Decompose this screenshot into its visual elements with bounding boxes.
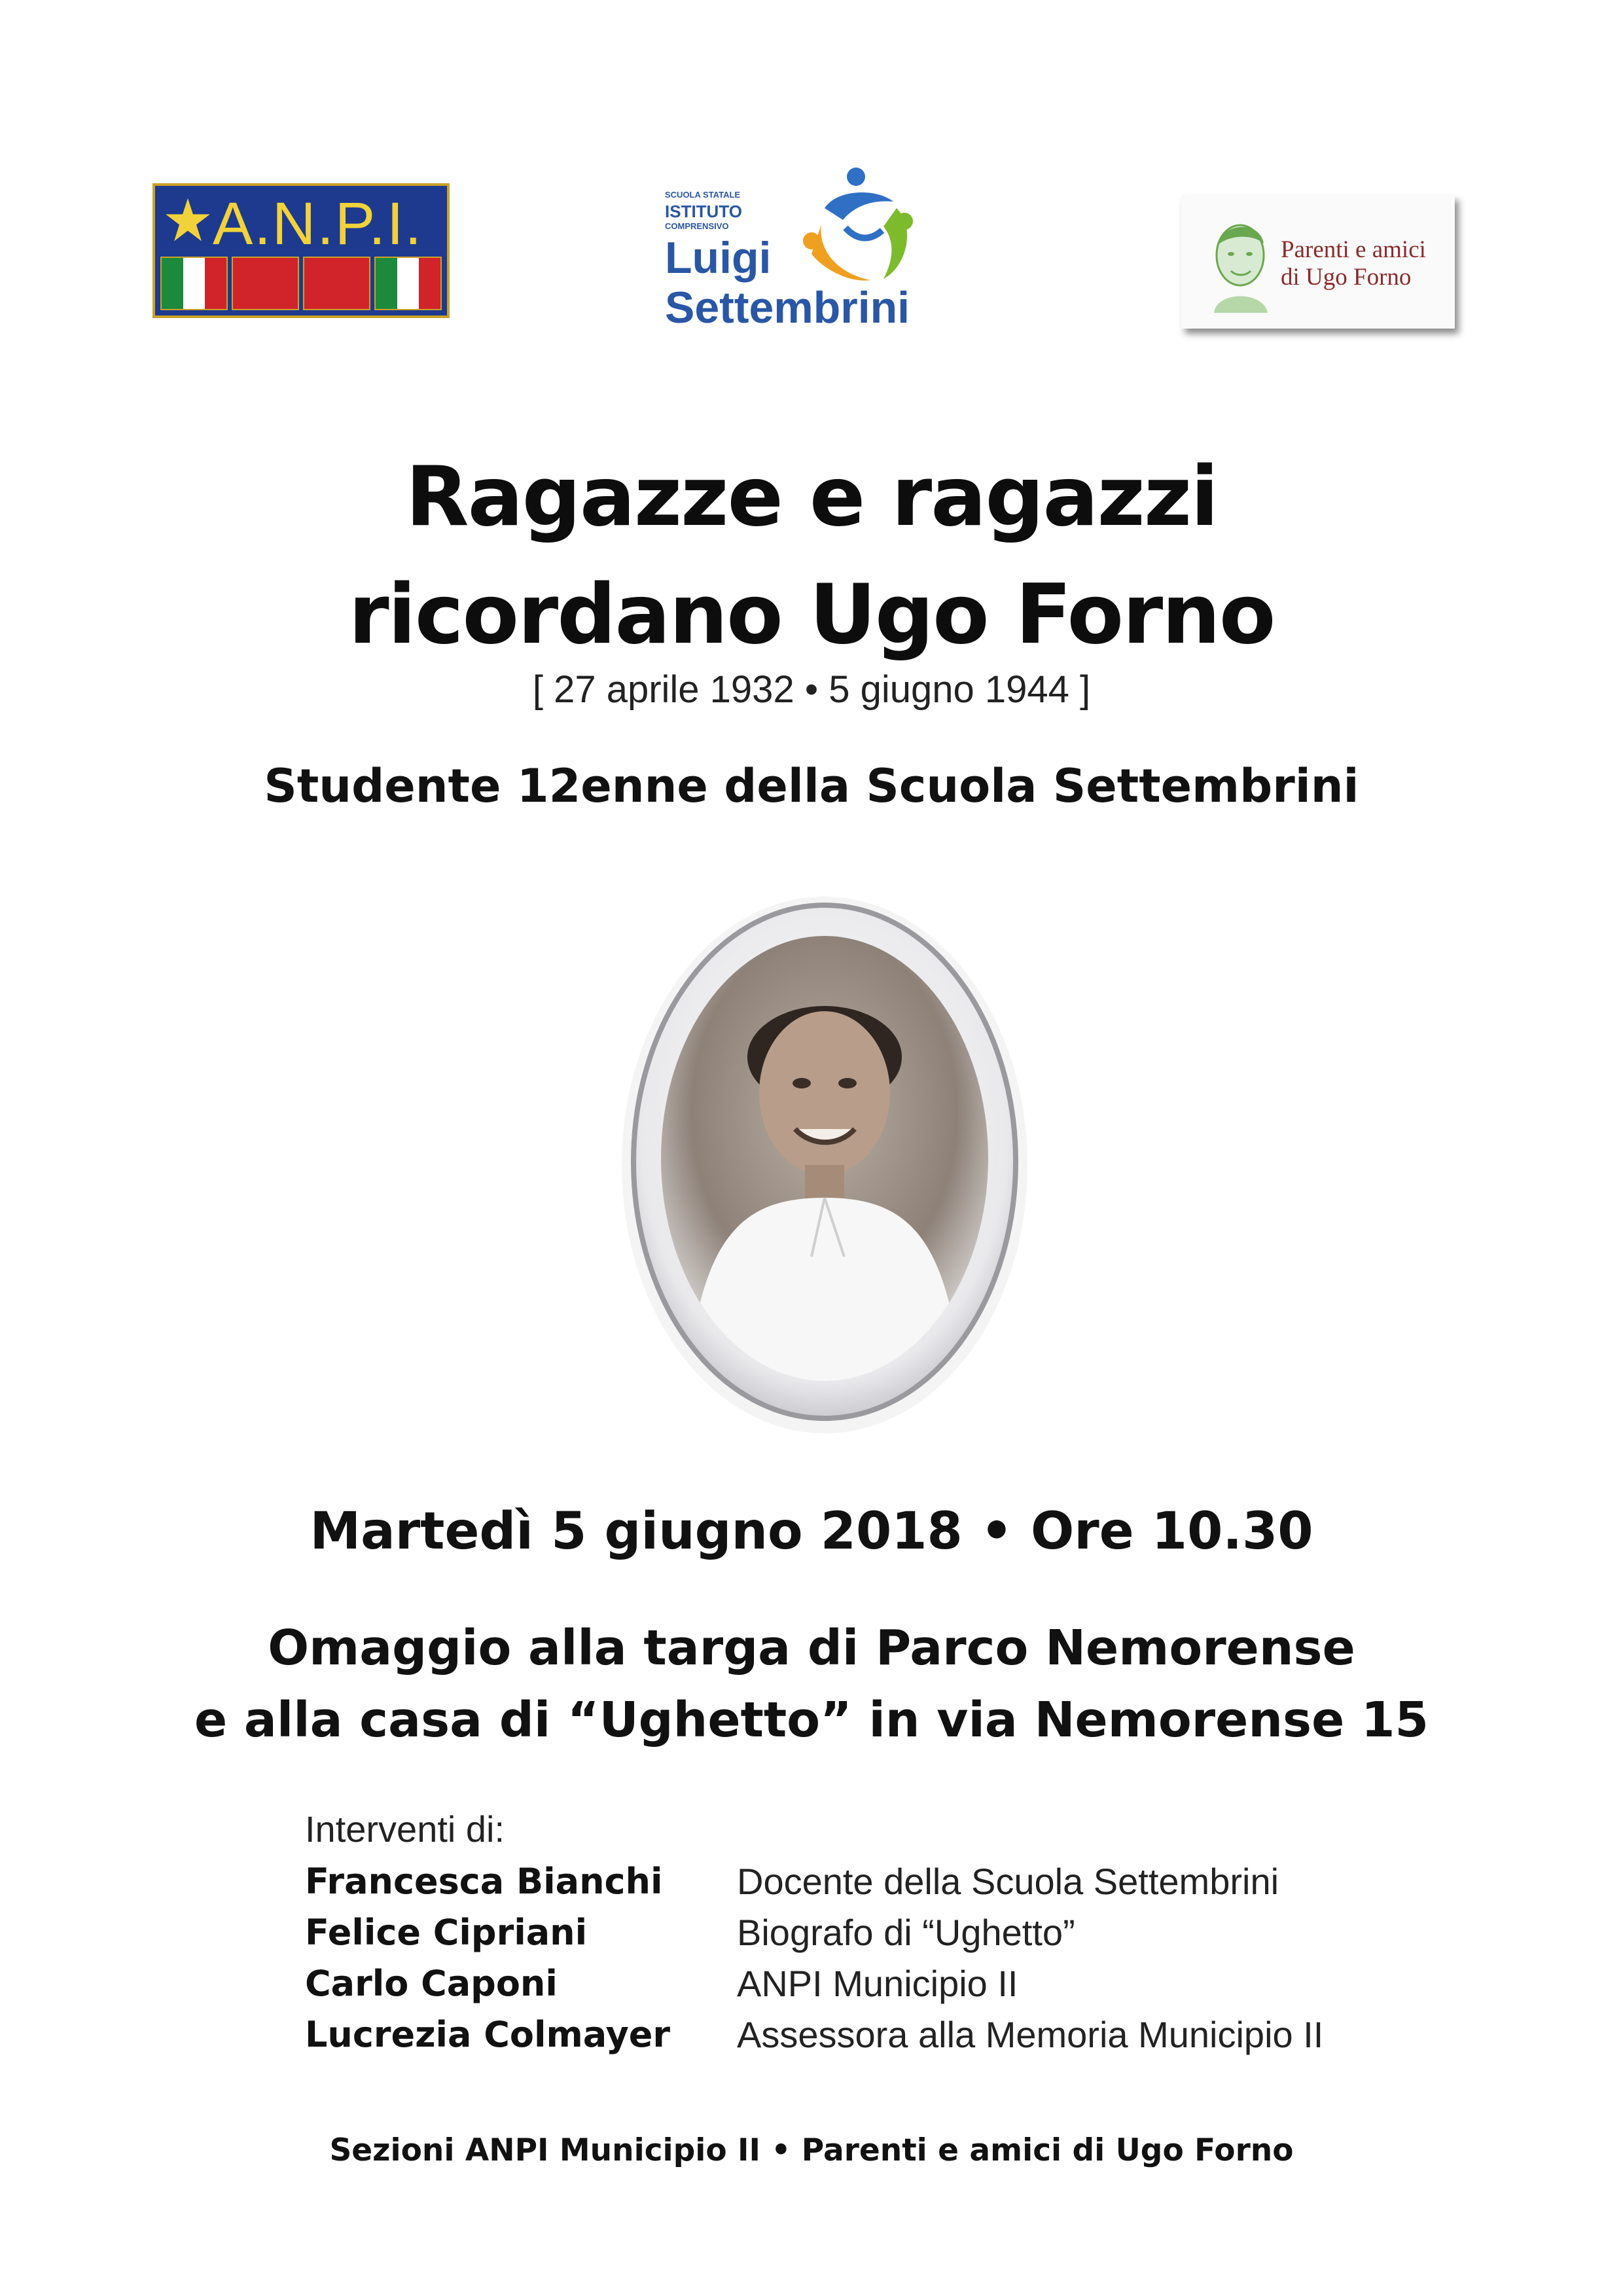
star-icon [164,196,211,243]
speaker-row [305,2009,1352,2060]
speaker-role: Assessora alla Memoria Municipio II [737,2013,1324,2055]
school-name-first: Luigi [665,233,772,283]
event-description-line2: e alla casa di “Ughetto” in via Nemorense 15 [194,1692,1429,1748]
speaker-role: Biografo di “Ughetto” [737,1911,1075,1953]
oval-portrait-photo [615,890,1034,1440]
speaker-row [305,1907,1352,1958]
speakers-section [305,1803,1352,2060]
anpi-flags [160,257,442,310]
anpi-logo [152,183,450,318]
forno-logo-line1: Parenti e amici [1281,236,1426,263]
speaker-name: Felice Cipriani [305,1911,588,1953]
event-datetime: Martedì 5 giugno 2018 • Ore 10.30 [310,1502,1313,1561]
settembrini-logo [661,162,929,339]
red-band [232,257,299,310]
forno-logo-line2: di Ugo Forno [1281,264,1412,291]
page-title-line1: Ragazze e ragazzi [405,448,1218,545]
speaker-name: Carlo Caponi [305,1962,558,2004]
forno-logo [1181,195,1455,329]
school-type-label: SCUOLA STATALE [665,190,741,200]
italian-flag-icon [160,257,228,310]
speaker-row [305,1958,1352,2009]
school-comprensivo-label: COMPRENSIVO [665,221,729,231]
speaker-name: Francesca Bianchi [305,1860,663,1902]
school-istituto-label: ISTITUTO [665,202,742,221]
italian-flag-icon [374,257,442,310]
speakers-heading: Interventi di: [305,1808,505,1850]
school-name-last: Settembrini [665,283,910,332]
page-title-line2: ricordano Ugo Forno [348,566,1275,662]
speaker-role: ANPI Municipio II [737,1962,1018,2004]
ugo-forno-portrait-icon [1207,215,1273,313]
life-dates: [ 27 aprile 1932 • 5 giugno 1944 ] [532,668,1091,711]
anpi-logo-text: A.N.P.I. [213,190,423,257]
speaker-role: Docente della Scuola Settembrini [737,1860,1279,1902]
red-band [303,257,370,310]
speaker-row [305,1856,1352,1907]
children-circle-icon [785,162,929,293]
speaker-name: Lucrezia Colmayer [305,2013,671,2055]
subtitle: Studente 12enne della Scuola Settembrini [264,759,1359,813]
event-description-line1: Omaggio alla targa di Parco Nemorense [268,1620,1355,1676]
footer-organizers: Sezioni ANPI Municipio II • Parenti e amici di Ugo Forno [329,2132,1294,2168]
